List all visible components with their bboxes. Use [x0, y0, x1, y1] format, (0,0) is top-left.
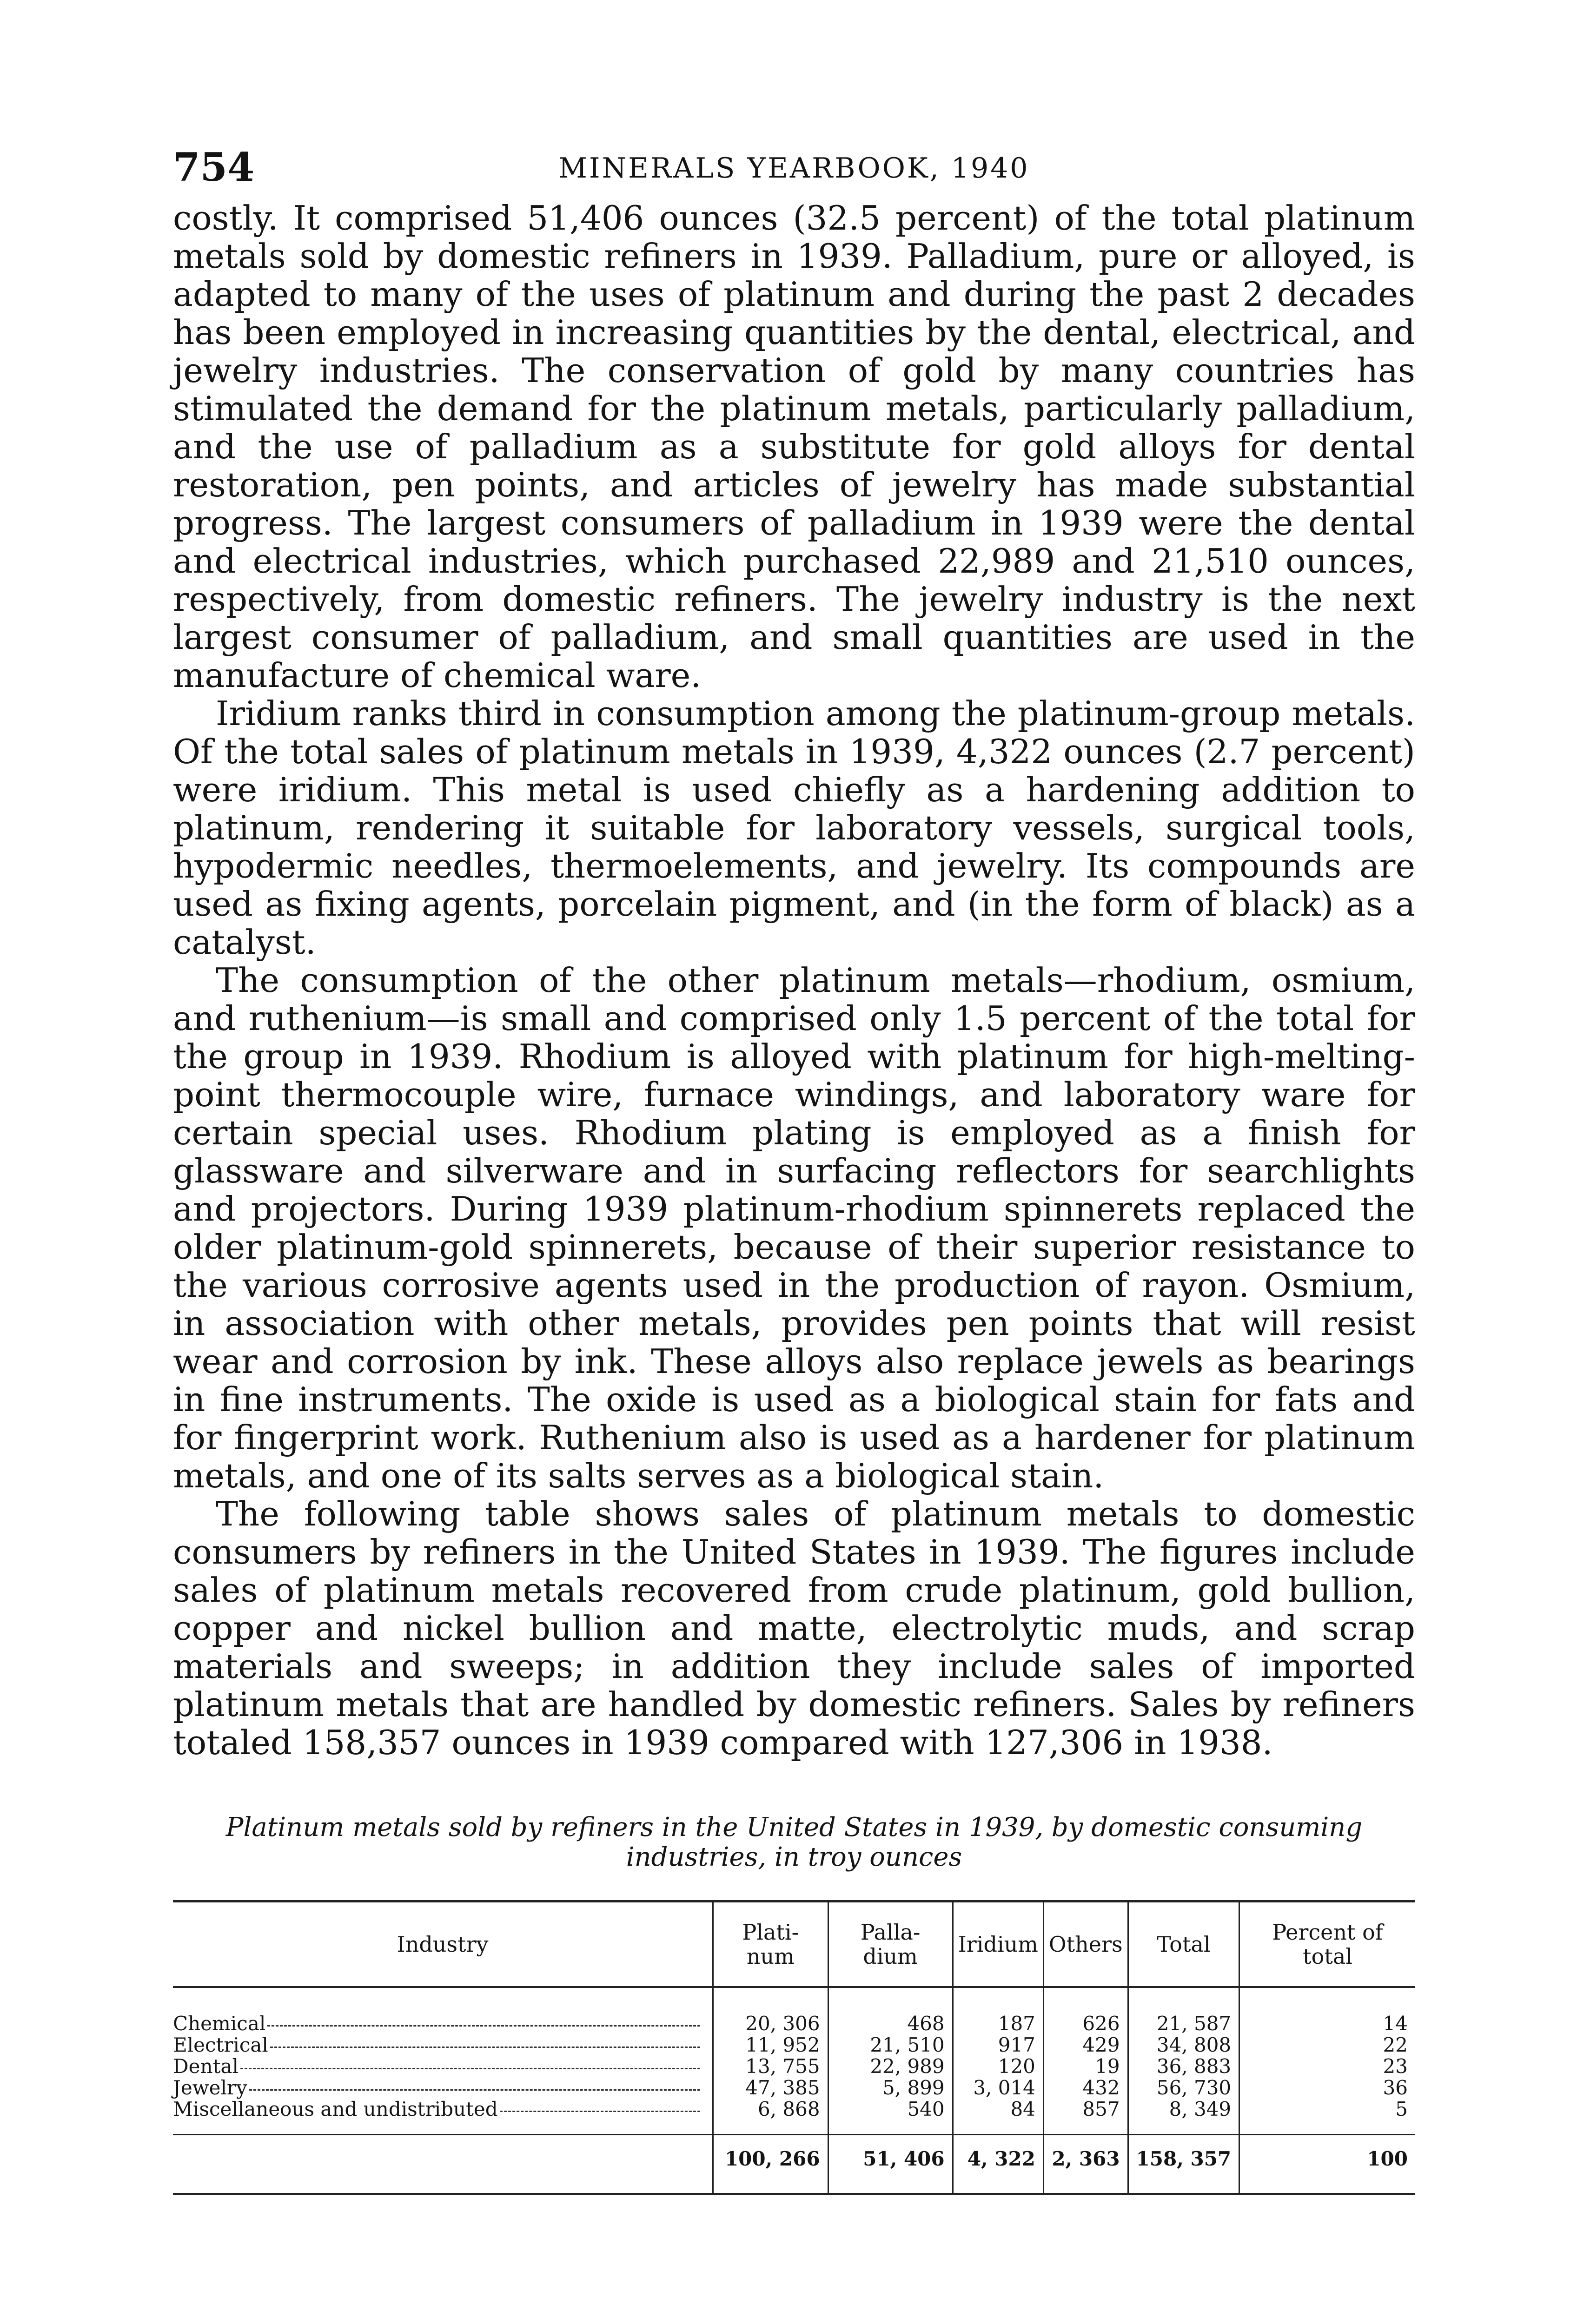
platinum-cell: 47, 385: [713, 2077, 828, 2099]
column-header-iridium: Iridium: [953, 1901, 1043, 1987]
dot-leader: [267, 2025, 700, 2027]
percent-total-cell: 100: [1239, 2135, 1415, 2194]
table-row: [173, 2077, 1415, 2099]
table-row: [173, 1987, 1415, 2034]
paragraph: costly. It comprised 51,406 ounces (32.5 percent) of the total platinum metals sold by domestic refiners in 1939. Palladium, pure or alloyed, is adapted to many of the uses of platinum and during the past 2 decades has been employed in increasing quantities by the dental, electrical, and jewelry industries. The conservation of gold by many countries has stimulated the demand for the platinum metals, particularly palladium, and the use of palladium as a substitute for gold alloys for dental restoration, pen points, and articles of jewelry has made substantial progress. The largest consumers of palladium in 1939 were the dental and electrical industries, which purchased 22,989 and 21,510 ounces, respectively, from domestic refiners. The jewelry industry is the next largest consumer of palladium, and small quantities are used in the manufacture of chemical ware.: [173, 198, 1415, 695]
grand-total-cell: 158, 357: [1128, 2135, 1239, 2194]
palladium-cell: 5, 899: [828, 2077, 953, 2099]
column-header-platinum: Plati-num: [713, 1901, 828, 1987]
industry-name: Miscellaneous and undistributed: [173, 2098, 498, 2120]
industry-name: Electrical: [173, 2034, 268, 2056]
total-cell: 8, 349: [1128, 2099, 1239, 2135]
industry-cell: [173, 2056, 713, 2077]
iridium-cell: 3, 014: [953, 2077, 1043, 2099]
others-cell: 857: [1043, 2099, 1128, 2135]
platinum-cell: 6, 868: [713, 2099, 828, 2135]
dot-leader: [240, 2068, 700, 2069]
body-text: [173, 199, 1415, 1762]
total-cell: 36, 883: [1128, 2056, 1239, 2077]
platinum-total-cell: 100, 266: [713, 2135, 828, 2194]
table-header-row: [173, 1901, 1415, 1987]
totals-row: [173, 2135, 1415, 2194]
percent-cell: 14: [1239, 1987, 1415, 2034]
palladium-total-cell: 51, 406: [828, 2135, 953, 2194]
column-header-industry: Industry: [397, 1932, 489, 1957]
running-title: MINERALS YEARBOOK, 1940: [558, 152, 1030, 185]
industry-name: Jewelry: [173, 2076, 247, 2099]
industry-name: Dental: [173, 2055, 239, 2078]
iridium-cell: 120: [953, 2056, 1043, 2077]
platinum-cell: 11, 952: [713, 2034, 828, 2056]
page-number: 754: [173, 144, 255, 190]
column-header-percent: Percent of total: [1239, 1901, 1415, 1987]
dot-leader: [500, 2111, 700, 2112]
industry-cell: [173, 2099, 713, 2135]
platinum-sales-table: [173, 1900, 1415, 2195]
table-row: [173, 2099, 1415, 2135]
table-row: [173, 2034, 1415, 2056]
total-cell: 21, 587: [1128, 1987, 1239, 2034]
industry-cell: [173, 1987, 713, 2034]
column-header-total: Total: [1128, 1901, 1239, 1987]
others-cell: 19: [1043, 2056, 1128, 2077]
paragraph: The following table shows sales of platinum metals to domestic consumers by refiners in the United States in 1939. The figures include sales of platinum metals recovered from crude platinum, gold bullion, copper and nickel bullion and matte, electrolytic muds, and scrap materials and sweeps; in addition they include sales of imported platinum metals that are handled by domestic refiners. Sales by refiners totaled 158,357 ounces in 1939 compared with 127,306 in 1938.: [173, 1494, 1415, 1762]
others-cell: 626: [1043, 1987, 1128, 2034]
document-page: [173, 144, 1415, 2195]
dot-leader: [270, 2047, 700, 2048]
table-caption: Platinum metals sold by refiners in the United States in 1939, by domestic consuming industries, in troy ounces: [225, 1812, 1363, 1872]
paragraph: The consumption of the other platinum metals—rhodium, osmium, and ruthenium—is small and comprised only 1.5 percent of the total for the group in 1939. Rhodium is alloyed with platinum for high-melting-point thermocouple wire, furnace windings, and laboratory ware for certain special uses. Rhodium plating is employed as a finish for glassware and silverware and in surfacing reflectors for searchlights and projectors. During 1939 platinum-rhodium spinnerets replaced the older platinum-gold spinnerets, because of their superior resistance to the various corrosive agents used in the production of rayon. Osmium, in association with other metals, provides pen points that will resist wear and corrosion by ink. These alloys also replace jewels as bearings in fine instruments. The oxide is used as a biological stain for fats and for fingerprint work. Ruthenium also is used as a hardener for platinum metals, and one of its salts serves as a biological stain.: [173, 961, 1415, 1495]
percent-cell: 22: [1239, 2034, 1415, 2056]
percent-cell: 23: [1239, 2056, 1415, 2077]
palladium-cell: 22, 989: [828, 2056, 953, 2077]
platinum-cell: 13, 755: [713, 2056, 828, 2077]
others-total-cell: 2, 363: [1043, 2135, 1128, 2194]
dot-leader: [249, 2089, 700, 2091]
others-cell: 432: [1043, 2077, 1128, 2099]
palladium-cell: 468: [828, 1987, 953, 2034]
percent-cell: 5: [1239, 2099, 1415, 2135]
palladium-cell: 21, 510: [828, 2034, 953, 2056]
page-header: [173, 144, 1415, 199]
table-row: [173, 2056, 1415, 2077]
others-cell: 429: [1043, 2034, 1128, 2056]
palladium-cell: 540: [828, 2099, 953, 2135]
paragraph: Iridium ranks third in consumption among the platinum-group metals. Of the total sales of platinum metals in 1939, 4,322 ounces (2.7 percent) were iridium. This metal is used chiefly as a hardening addition to platinum, rendering it suitable for laboratory vessels, surgical tools, hypodermic needles, thermoelements, and jewelry. Its compounds are used as fixing agents, porcelain pigment, and (in the form of black) as a catalyst.: [173, 694, 1415, 962]
industry-name: Chemical: [173, 2012, 266, 2035]
industry-cell: [173, 2077, 713, 2099]
iridium-total-cell: 4, 322: [953, 2135, 1043, 2194]
platinum-cell: 20, 306: [713, 1987, 828, 2034]
iridium-cell: 917: [953, 2034, 1043, 2056]
iridium-cell: 187: [953, 1987, 1043, 2034]
column-header-others: Others: [1043, 1901, 1128, 1987]
column-header-palladium: Palla-dium: [828, 1901, 953, 1987]
industry-cell: [173, 2034, 713, 2056]
total-cell: 56, 730: [1128, 2077, 1239, 2099]
total-cell: 34, 808: [1128, 2034, 1239, 2056]
percent-cell: 36: [1239, 2077, 1415, 2099]
iridium-cell: 84: [953, 2099, 1043, 2135]
totals-label-cell: [173, 2135, 713, 2194]
